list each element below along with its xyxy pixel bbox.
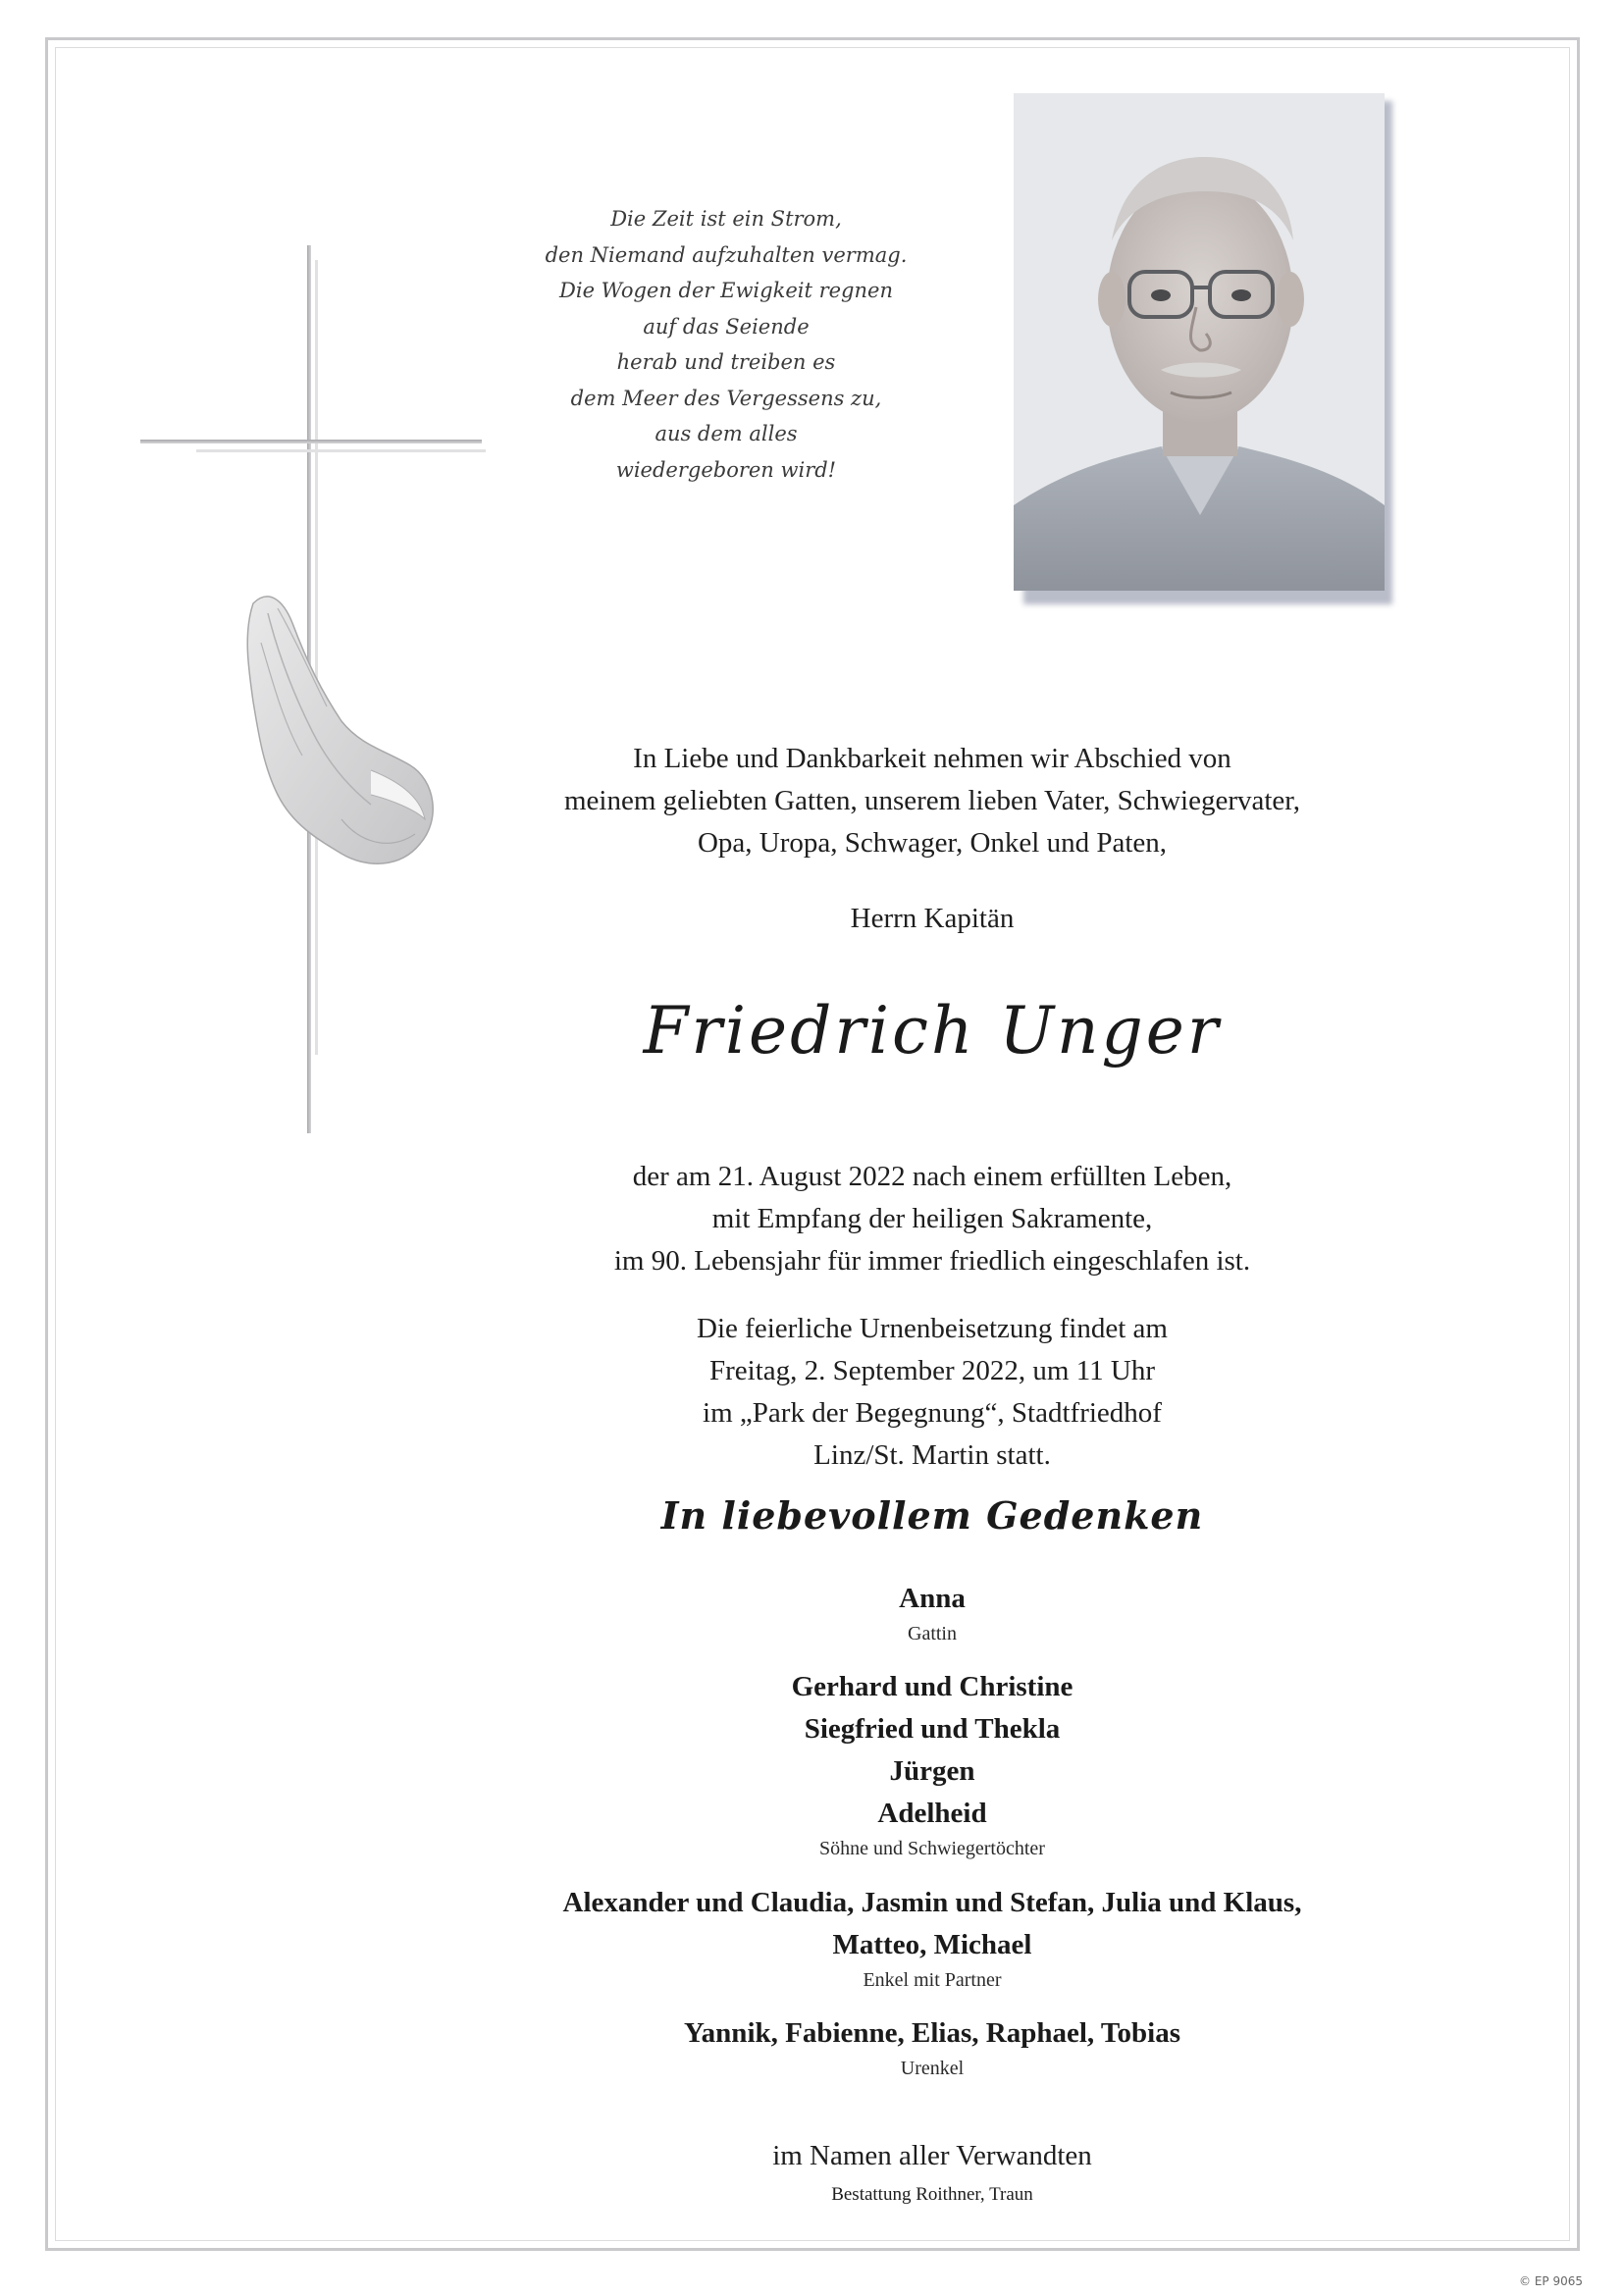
mourner-relation: Urenkel	[900, 2058, 965, 2079]
ceremony-info	[451, 1308, 1413, 1477]
mourner-name: Anna	[899, 1583, 966, 1614]
mourner-relation: Enkel mit Partner	[863, 1969, 1002, 1991]
mourner-group-spouse	[451, 1578, 1413, 1647]
mourner-group-sons	[451, 1666, 1413, 1862]
mourner-relation: Söhne und Schwiegertöchter	[819, 1838, 1045, 1859]
poem-line: den Niemand aufzuhalten vermag.	[545, 242, 908, 267]
poem-line: dem Meer des Vergessens zu,	[570, 386, 882, 410]
intro-line: In Liebe und Dankbarkeit nehmen wir Abschied von	[633, 743, 1231, 774]
ceremony-line: Die feierliche Urnenbeisetzung findet am	[697, 1313, 1168, 1344]
mourner-name: Gerhard und Christine	[791, 1671, 1073, 1702]
portrait-photo	[1014, 93, 1385, 591]
undertaker-name: Bestattung Roithner, Traun	[831, 2184, 1033, 2205]
portrait-illustration	[1014, 93, 1385, 591]
poem	[510, 201, 942, 488]
ceremony-line: Freitag, 2. September 2022, um 11 Uhr	[709, 1355, 1155, 1386]
mourner-name: Alexander und Claudia, Jasmin und Stefan, Julia und Klaus,	[562, 1887, 1302, 1918]
ceremony-line: Linz/St. Martin statt.	[813, 1439, 1051, 1471]
poem-line: Die Zeit ist ein Strom,	[610, 207, 842, 231]
honorific-text: Herrn Kapitän	[850, 903, 1015, 934]
ceremony-line: im „Park der Begegnung“, Stadtfriedhof	[703, 1397, 1162, 1429]
poem-line: wiedergeboren wird!	[615, 457, 837, 482]
poem-line: auf das Seiende	[643, 314, 810, 339]
mourner-name: Siegfried und Thekla	[804, 1713, 1061, 1745]
honorific	[451, 898, 1413, 940]
intro-text	[451, 738, 1413, 864]
intro-line: meinem geliebten Gatten, unserem lieben Vater, Schwiegervater,	[563, 785, 1301, 816]
praying-hands-icon	[224, 584, 449, 878]
death-notice	[451, 1156, 1413, 1282]
mourner-name: Matteo, Michael	[832, 1929, 1032, 1960]
mourner-name: Yannik, Fabienne, Elias, Raphael, Tobias	[683, 2017, 1181, 2049]
death-notice-line: im 90. Lebensjahr für immer friedlich eingeschlafen ist.	[613, 1245, 1251, 1277]
death-notice-line: mit Empfang der heiligen Sakramente,	[711, 1203, 1153, 1234]
mourner-group-grandchildren	[451, 1882, 1413, 1994]
mourner-name: Adelheid	[877, 1798, 987, 1829]
mourner-group-great-grandchildren	[451, 2012, 1413, 2082]
deceased-name: Friedrich Unger	[643, 993, 1222, 1069]
poem-line: herab und treiben es	[616, 350, 836, 374]
gedenken-heading: In liebevollem Gedenken	[660, 1493, 1204, 1538]
mourner-name: Jürgen	[889, 1755, 975, 1787]
footer-code: © EP 9065	[1519, 2274, 1583, 2288]
poem-line: Die Wogen der Ewigkeit regnen	[559, 279, 893, 302]
closing-line: im Namen aller Verwandten	[772, 2140, 1092, 2171]
death-notice-line: der am 21. August 2022 nach einem erfüllten Leben,	[632, 1161, 1232, 1192]
poem-line: aus dem alles	[654, 422, 798, 445]
mourner-relation: Gattin	[908, 1623, 957, 1644]
intro-line: Opa, Uropa, Schwager, Onkel und Paten,	[697, 827, 1168, 859]
